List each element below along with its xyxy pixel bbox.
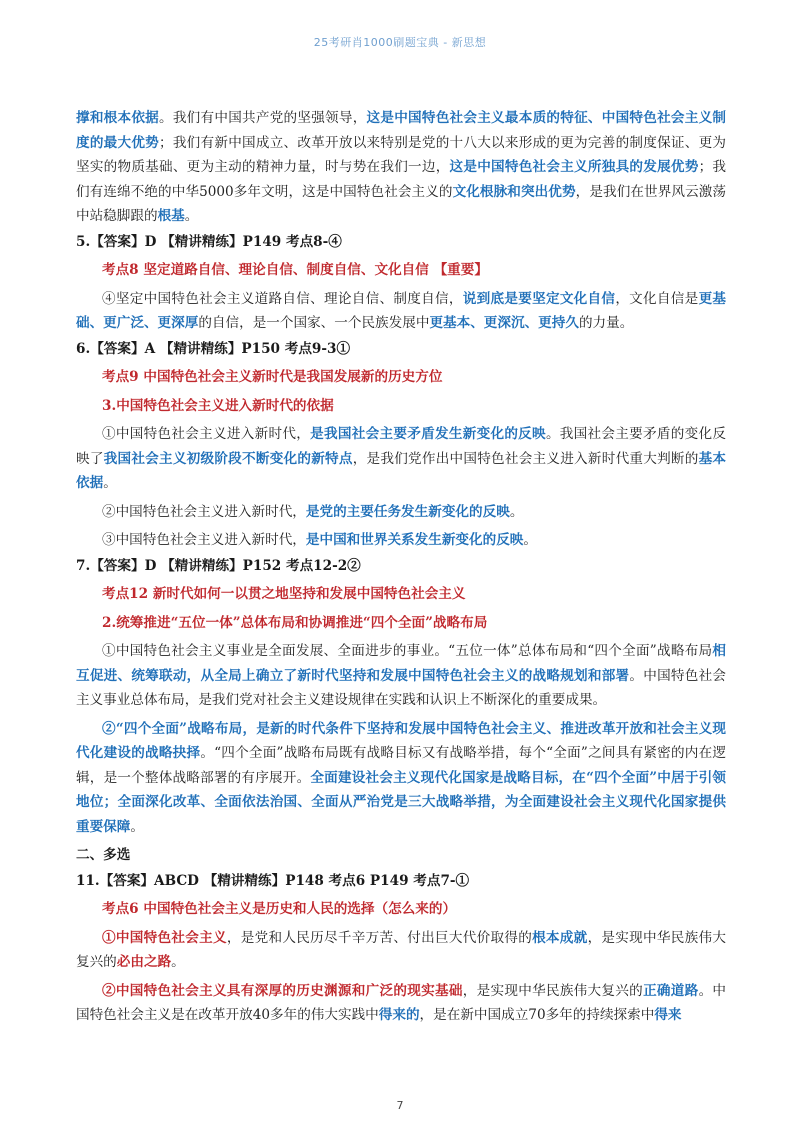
body-text: 的力量。 <box>578 315 634 331</box>
paragraph-11-2 <box>76 979 726 1028</box>
highlight-text: 得来 <box>654 1007 682 1023</box>
highlight-text: 更基础、更广泛、更深厚 <box>76 290 727 331</box>
answer-5: 5.【答案】D 【精讲精练】P149 考点8-④ <box>76 233 342 250</box>
highlight-red: ②中国特色社会主义具有深厚的历史渊源和广泛的现实基础 <box>102 982 463 999</box>
section-heading: 二、多选 <box>76 847 131 863</box>
paragraph-5 <box>76 287 726 336</box>
body-text: ④坚定中国特色社会主义道路自信、理论自信、制度自信， <box>102 290 463 307</box>
highlight-red: ①中国特色社会主义 <box>102 929 227 946</box>
highlight-text: 撑和根本依据 <box>76 110 160 126</box>
page-content <box>76 106 726 1028</box>
highlight-text: 根本成就 <box>532 929 588 946</box>
body-text: ，是实现中华民族伟大复兴的 <box>76 929 727 970</box>
page-header: 25考研肖1000刷题宝典 - 新思想 <box>313 36 487 49</box>
kaodian-12: 考点12 新时代如何一以贯之地坚持和发展中国特色社会主义 <box>102 586 466 602</box>
body-text: 。 <box>103 475 117 491</box>
body-text: ，是在新中国成立70多年的持续探索中 <box>419 1007 655 1023</box>
highlight-text: 根基 <box>157 208 185 224</box>
body-text: 。我国社会主要矛盾的变化反映了 <box>76 426 727 467</box>
body-text: ①中国特色社会主义事业是全面发展、全面进步的事业。“五位一体”总体布局和“四个全面”战略布局 <box>102 643 713 659</box>
highlight-text: 说到底是要坚定文化自信 <box>462 290 616 307</box>
highlight-text: ②“四个全面”战略布局， <box>102 720 257 737</box>
body-text: 。 <box>523 532 537 548</box>
highlight-text: 是中国和世界关系发生新变化的反映 <box>305 532 524 548</box>
body-text: ②中国特色社会主义进入新时代， <box>102 503 306 520</box>
highlight-text: 得来的 <box>378 1007 420 1023</box>
body-text: ①中国特色社会主义进入新时代， <box>102 426 311 442</box>
highlight-text: 这是中国特色社会主义所独具的发展优势 <box>449 159 699 175</box>
answer-7: 7.【答案】D 【精讲精练】P152 考点12-2② <box>76 557 361 574</box>
body-text: 的自信，是一个国家、一个民族发展中 <box>198 315 430 331</box>
highlight-text: 是新的时代条件下坚持和发展中国特色社会主义、推进改革开放和社会主义现代化建设的战略抉择 <box>76 720 727 761</box>
paragraph-6-1 <box>76 422 726 496</box>
body-text: ；我们有新中国成立、改革开放以来特别是党的十八大以来形成的更为完善的制度保证、更为坚实的物质基础、更为主动的精神力量，时与势在我们一边， <box>76 134 727 175</box>
body-text: ，是党和人民历尽千辛万苦、付出巨大代价取得的 <box>226 929 533 946</box>
body-text: ，文化自信是 <box>615 290 699 307</box>
body-text: ，是实现中华民族伟大复兴的 <box>462 982 644 999</box>
paragraph-6-3 <box>76 528 726 553</box>
highlight-text: 更基本、更深沉、更持久 <box>429 315 579 331</box>
body-text: ，是我们党作出中国特色社会主义进入新时代重大判断的 <box>352 450 699 467</box>
kaodian-6: 考点6 中国特色社会主义是历史和人民的选择（怎么来的） <box>102 901 457 917</box>
highlight-text: 全面建设社会主义现代化国家是战略目标，在“四个全面”中居于引领地位；全面深化改革、全面依法治国、全面从严治党是三大战略举措，为全面建设社会主义现代化国家提供重要保障 <box>76 769 727 835</box>
body-text: ③中国特色社会主义进入新时代， <box>102 532 306 548</box>
body-text: 。 <box>171 954 185 970</box>
body-text: 。我们有中国共产党的坚强领导， <box>159 110 367 126</box>
subheading-6: 3.中国特色社会主义进入新时代的依据 <box>102 397 334 414</box>
body-text: ；我们有连绵不绝的中华5000多年文明，这是中国特色社会主义的 <box>76 159 727 200</box>
kaodian-8: 考点8 坚定道路自信、理论自信、制度自信、文化自信 【重要】 <box>102 262 488 278</box>
paragraph-intro <box>76 106 726 229</box>
answer-6: 6.【答案】A 【精讲精练】P150 考点9-3① <box>76 340 351 357</box>
highlight-text: 基本依据 <box>76 450 727 491</box>
kaodian-9: 考点9 中国特色社会主义新时代是我国发展新的历史方位 <box>102 369 443 385</box>
paragraph-7-1 <box>76 639 726 713</box>
body-text: 。中国特色社会主义是在改革开放40多年的伟大实践中 <box>76 982 727 1023</box>
highlight-text: 我国社会主义初级阶段不断变化的新特点 <box>103 450 353 467</box>
paragraph-6-2 <box>76 500 726 525</box>
body-text: 。 <box>130 818 144 835</box>
highlight-text: 相互促进、统筹联动，从全局上确立了新时代坚持和发展中国特色社会主义的战略规划和部署 <box>76 643 726 684</box>
paragraph-7-2 <box>76 717 726 840</box>
highlight-red: 必由之路 <box>116 954 172 970</box>
answer-11: 11.【答案】ABCD 【精讲精练】P148 考点6 P149 考点7-① <box>76 872 470 889</box>
body-text: ，是我们在世界风云激荡中站稳脚跟的 <box>76 183 727 224</box>
subheading-7: 2.统筹推进“五位一体”总体布局和协调推进“四个全面”战略布局 <box>102 614 488 631</box>
highlight-text: 正确道路 <box>643 982 699 999</box>
body-text: 。“四个全面”战略布局既有战略目标又有战略举措，每个“全面”之间具有紧密的内在逻辑，是一个整体战略部署的有序展开。 <box>76 745 727 786</box>
highlight-text: 是我国社会主要矛盾发生新变化的反映 <box>310 426 546 442</box>
paragraph-11-1 <box>76 926 726 975</box>
body-text: 。中国特色社会主义事业总体布局，是我们党对社会主义建设规律在实践和认识上不断深化的重要成果。 <box>76 667 727 708</box>
highlight-text: 这是中国特色社会主义最本质的特征、中国特色社会主义制度的最大优势 <box>76 110 727 151</box>
highlight-text: 是党的主要任务发生新变化的反映 <box>305 503 510 520</box>
body-text: 。 <box>509 503 524 520</box>
highlight-text: 文化根脉和突出优势 <box>452 183 576 200</box>
page-number: 7 <box>396 1099 404 1112</box>
body-text: 。 <box>184 208 199 224</box>
